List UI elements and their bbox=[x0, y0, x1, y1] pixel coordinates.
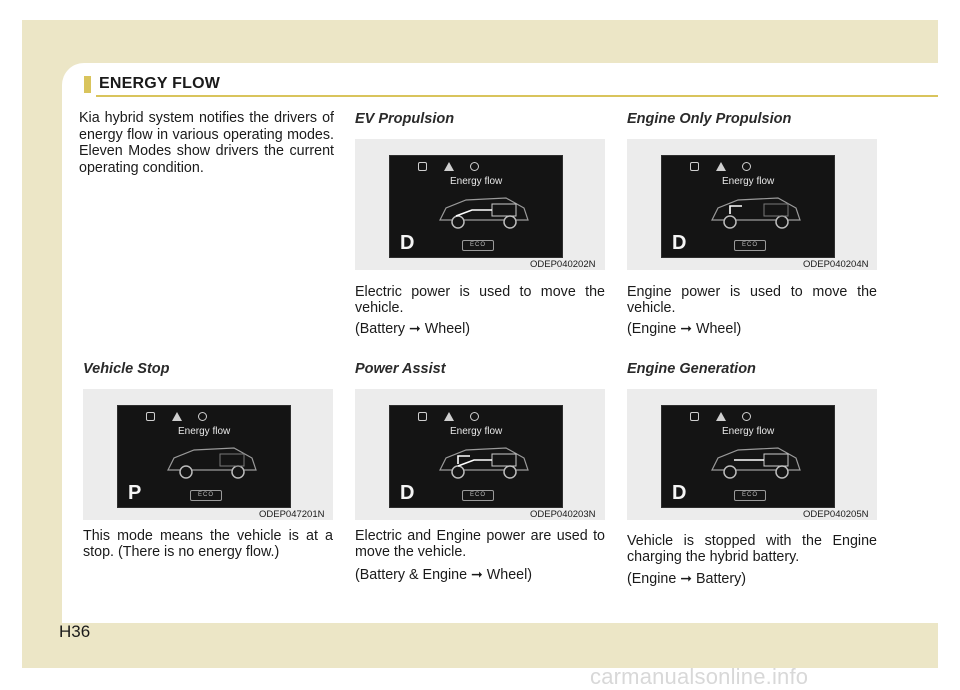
car-outline-icon bbox=[708, 444, 804, 480]
warning-icon bbox=[172, 412, 182, 421]
description-engine-only-propulsion: Engine power is used to move the vehicle. bbox=[627, 284, 877, 316]
settings-icon bbox=[742, 162, 751, 171]
title-engine-only-propulsion: Engine Only Propulsion bbox=[627, 111, 792, 127]
energy-flow-label: Energy flow bbox=[178, 426, 231, 437]
energy-flow-label: Energy flow bbox=[450, 176, 503, 187]
cluster-screen bbox=[661, 155, 835, 258]
figure-code: ODEP040203N bbox=[530, 509, 596, 520]
figure-code: ODEP040202N bbox=[530, 259, 596, 270]
arrow-icon: ➞ bbox=[680, 570, 692, 586]
warning-icon bbox=[716, 162, 726, 171]
arrow-icon: ➞ bbox=[680, 320, 692, 336]
gear-indicator: D bbox=[400, 232, 415, 254]
eco-badge: ECO bbox=[734, 490, 766, 501]
car-status-icon bbox=[418, 412, 427, 421]
heading-rule bbox=[96, 95, 938, 97]
car-status-icon bbox=[146, 412, 155, 421]
settings-icon bbox=[470, 162, 479, 171]
title-power-assist: Power Assist bbox=[355, 361, 446, 377]
figure-engine-generation bbox=[627, 389, 877, 520]
car-outline-icon bbox=[436, 194, 532, 230]
figure-code: ODEP047201N bbox=[259, 509, 325, 520]
gear-indicator: D bbox=[400, 482, 415, 504]
car-status-icon bbox=[690, 412, 699, 421]
formula-engine-only-propulsion: (Engine ➞ Wheel) bbox=[627, 320, 742, 337]
title-vehicle-stop: Vehicle Stop bbox=[83, 361, 170, 377]
figure-code: ODEP040204N bbox=[803, 259, 869, 270]
gear-indicator: D bbox=[672, 482, 687, 504]
page-number: H36 bbox=[59, 622, 91, 641]
warning-icon bbox=[444, 412, 454, 421]
gear-indicator: P bbox=[128, 482, 142, 504]
figure-code: ODEP040205N bbox=[803, 509, 869, 520]
description-ev-propulsion: Electric power is used to move the vehicle. bbox=[355, 284, 605, 316]
formula-ev-propulsion: (Battery ➞ Wheel) bbox=[355, 320, 471, 337]
energy-flow-label: Energy flow bbox=[450, 426, 503, 437]
warning-icon bbox=[716, 412, 726, 421]
eco-badge: ECO bbox=[462, 240, 494, 251]
figure-engine-only-propulsion bbox=[627, 139, 877, 270]
warning-icon bbox=[444, 162, 454, 171]
watermark: carmanualsonline.info bbox=[590, 664, 809, 689]
section-heading: ENERGY FLOW bbox=[99, 75, 221, 92]
eco-badge: ECO bbox=[462, 490, 494, 501]
car-outline-icon bbox=[708, 194, 804, 230]
energy-flow-label: Energy flow bbox=[722, 176, 775, 187]
title-engine-generation: Engine Generation bbox=[627, 361, 756, 377]
figure-ev-propulsion bbox=[355, 139, 605, 270]
intro-paragraph: Kia hybrid system notifies the drivers of energy flow in various operating modes. Eleven Modes show drivers the current operating condition. bbox=[79, 110, 334, 176]
arrow-icon: ➞ bbox=[409, 320, 421, 336]
car-status-icon bbox=[418, 162, 427, 171]
arrow-icon: ➞ bbox=[471, 566, 483, 582]
settings-icon bbox=[742, 412, 751, 421]
description-engine-generation: Vehicle is stopped with the Engine charging the hybrid battery. bbox=[627, 533, 877, 565]
eco-badge: ECO bbox=[190, 490, 222, 501]
formula-engine-generation: (Engine ➞ Battery) bbox=[627, 570, 747, 587]
energy-flow-label: Energy flow bbox=[722, 426, 775, 437]
cluster-screen bbox=[389, 155, 563, 258]
description-vehicle-stop: This mode means the vehicle is at a stop. (There is no energy flow.) bbox=[83, 528, 333, 560]
settings-icon bbox=[470, 412, 479, 421]
cluster-screen bbox=[117, 405, 291, 508]
figure-vehicle-stop bbox=[83, 389, 333, 520]
cluster-screen bbox=[661, 405, 835, 508]
description-power-assist: Electric and Engine power are used to move the vehicle. bbox=[355, 528, 605, 560]
cluster-screen bbox=[389, 405, 563, 508]
car-outline-icon bbox=[436, 444, 532, 480]
gear-indicator: D bbox=[672, 232, 687, 254]
settings-icon bbox=[198, 412, 207, 421]
eco-badge: ECO bbox=[734, 240, 766, 251]
title-ev-propulsion: EV Propulsion bbox=[355, 111, 455, 127]
formula-power-assist: (Battery & Engine ➞ Wheel) bbox=[355, 566, 533, 583]
car-status-icon bbox=[690, 162, 699, 171]
car-outline-icon bbox=[164, 444, 260, 480]
figure-power-assist bbox=[355, 389, 605, 520]
heading-accent-bar bbox=[84, 76, 91, 93]
